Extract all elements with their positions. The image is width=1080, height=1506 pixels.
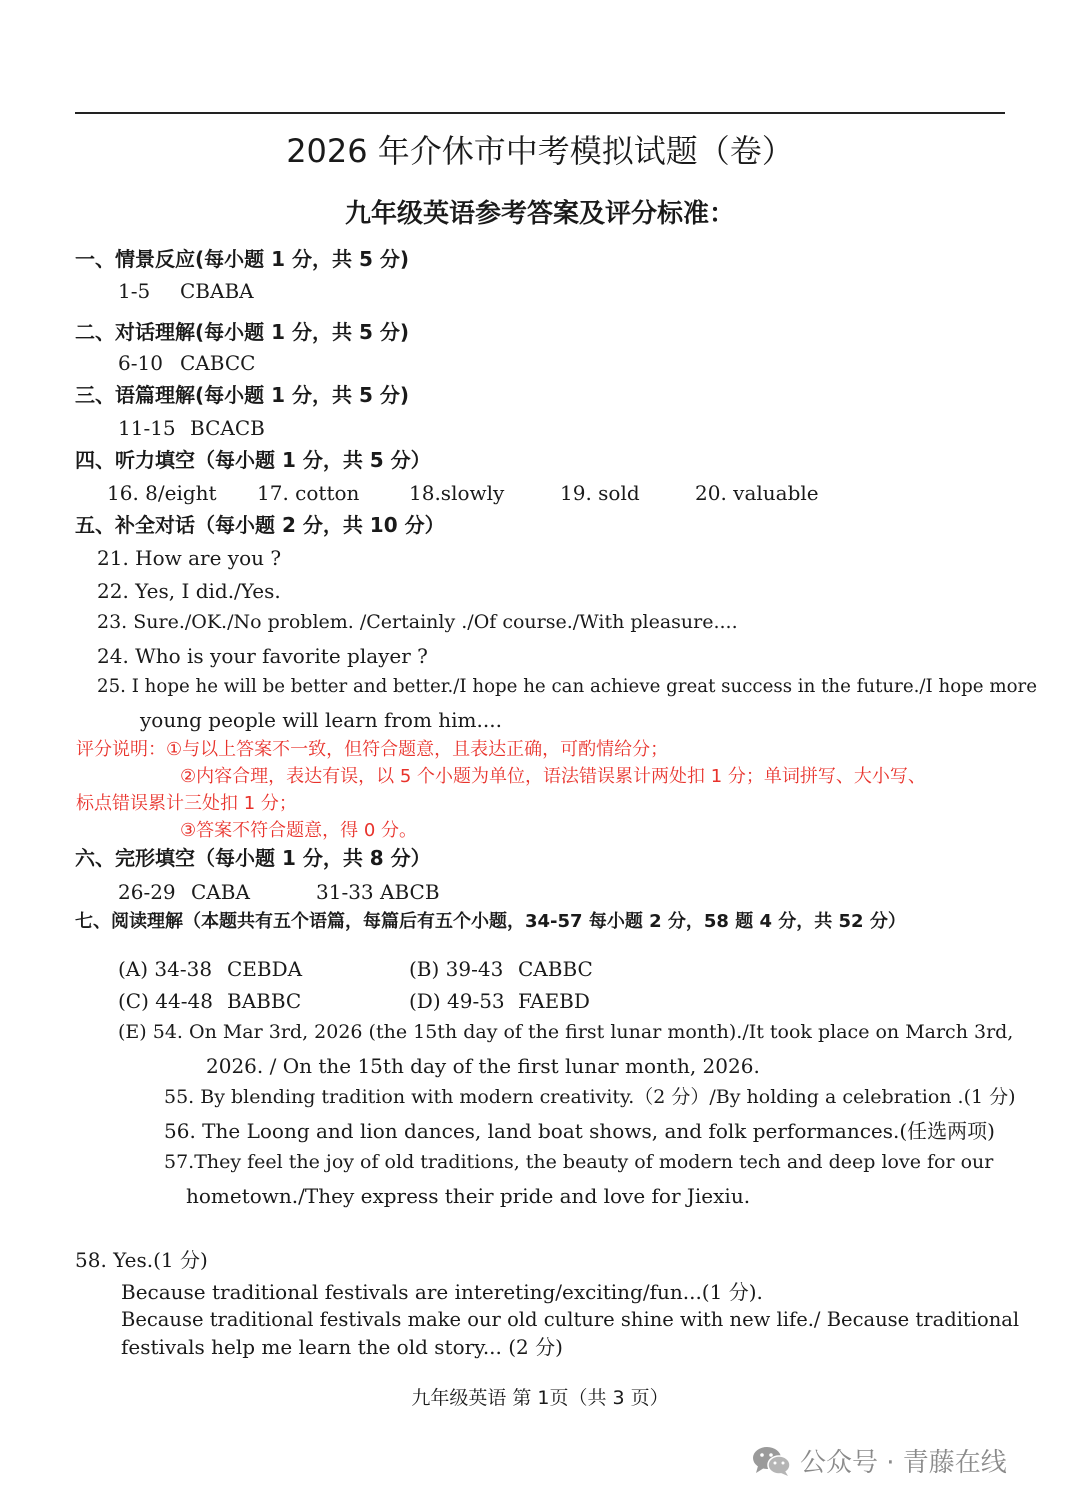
listening-answer: 19. sold: [560, 481, 640, 505]
grading-note: ③答案不符合题意，得 0 分。: [180, 820, 418, 841]
section-6-range-b: 31-33 ABCB: [316, 880, 440, 904]
reading-passage-c: (C) 44-48: [118, 989, 213, 1013]
dialogue-answer: 21. How are you ?: [97, 546, 282, 570]
dialogue-answer: 25. I hope he will be better and better./I hope he can achieve great success in the future./I hope more: [97, 676, 1037, 697]
listening-answer: 20. valuable: [695, 481, 819, 505]
dialogue-answer: 24. Who is your favorite player ?: [97, 644, 428, 668]
reading-passage-a: (A) 34-38: [118, 957, 213, 981]
passage-e-answer: hometown./They express their pride and love for Jiexiu.: [186, 1184, 751, 1208]
grading-note: ②内容合理，表达有误，以 5 个小题为单位，语法错误累计两处扣 1 分；单词拼写、大小写、: [180, 766, 926, 787]
wechat-icon: [752, 1444, 792, 1478]
section-6-answers-a: CABA: [191, 880, 250, 904]
grading-note: 评分说明：①与以上答案不一致，但符合题意，且表达正确，可酌情给分；: [76, 739, 669, 760]
passage-e-answer: (E) 54. On Mar 3rd, 2026 (the 15th day of the first lunar month)./It took place on March 3rd,: [118, 1021, 1014, 1043]
listening-answer: 18.slowly: [409, 481, 505, 505]
section-4-heading: 四、听力填空（每小题 1 分，共 5 分）: [75, 448, 431, 472]
section-6-range-a: 26-29: [118, 880, 176, 904]
section-2-range: 6-10: [118, 351, 163, 375]
watermark-text: 公众号 · 青藤在线: [800, 1448, 1007, 1478]
section-6-heading: 六、完形填空（每小题 1 分，共 8 分）: [75, 846, 431, 870]
section-3-range: 11-15: [118, 416, 176, 440]
page-footer: 九年级英语 第 1页（共 3 页）: [411, 1387, 669, 1409]
dialogue-answer: 22. Yes, I did./Yes.: [97, 579, 281, 603]
top-rule: [75, 112, 1005, 114]
listening-answer: 16. 8/eight: [107, 481, 217, 505]
passage-e-answer: 55. By blending tradition with modern creativity.（2 分）/By holding a celebration .(1 分): [164, 1086, 1016, 1108]
reading-passage-b-answers: CABBC: [518, 957, 593, 981]
reading-passage-b: (B) 39-43: [409, 957, 504, 981]
watermark: [752, 1442, 1007, 1479]
section-1-answers: CBABA: [180, 279, 254, 303]
q58-answer: 58. Yes.(1 分): [75, 1248, 208, 1272]
page-title: 2026 年介休市中考模拟试题（卷）: [286, 132, 794, 170]
reading-passage-d: (D) 49-53: [409, 989, 505, 1013]
section-2-heading: 二、对话理解(每小题 1 分，共 5 分): [75, 320, 409, 344]
dialogue-answer: 23. Sure./OK./No problem. /Certainly ./Of course./With pleasure....: [97, 611, 738, 633]
section-5-heading: 五、补全对话（每小题 2 分，共 10 分）: [75, 513, 445, 537]
section-1-range: 1-5: [118, 279, 151, 303]
reading-passage-c-answers: BABBC: [227, 989, 302, 1013]
section-1-heading: 一、情景反应(每小题 1 分，共 5 分): [75, 247, 409, 271]
section-3-answers: BCACB: [190, 416, 265, 440]
section-2-answers: CABCC: [180, 351, 256, 375]
section-3-heading: 三、语篇理解(每小题 1 分，共 5 分): [75, 383, 409, 407]
page-subtitle: 九年级英语参考答案及评分标准：: [344, 199, 735, 229]
reading-passage-d-answers: FAEBD: [518, 989, 590, 1013]
q58-answer: festivals help me learn the old story... (2 分): [121, 1335, 563, 1359]
passage-e-answer: 56. The Loong and lion dances, land boat shows, and folk performances.(任选两项): [164, 1119, 995, 1143]
dialogue-answer-continued: young people will learn from him....: [140, 708, 502, 732]
grading-note: 标点错误累计三处扣 1 分；: [76, 793, 297, 814]
q58-answer: Because traditional festivals are intereting/exciting/fun...(1 分).: [121, 1280, 763, 1304]
passage-e-answer: 2026. / On the 15th day of the first lunar month, 2026.: [206, 1054, 760, 1078]
section-7-heading: 七、阅读理解（本题共有五个语篇，每篇后有五个小题，34-57 每小题 2 分，58 题 4 分，共 52 分）: [75, 911, 906, 932]
reading-passage-a-answers: CEBDA: [227, 957, 303, 981]
passage-e-answer: 57.They feel the joy of old traditions, the beauty of modern tech and deep love for our: [164, 1151, 994, 1173]
listening-answer: 17. cotton: [257, 481, 360, 505]
q58-answer: Because traditional festivals make our old culture shine with new life./ Because traditional: [121, 1308, 1020, 1331]
